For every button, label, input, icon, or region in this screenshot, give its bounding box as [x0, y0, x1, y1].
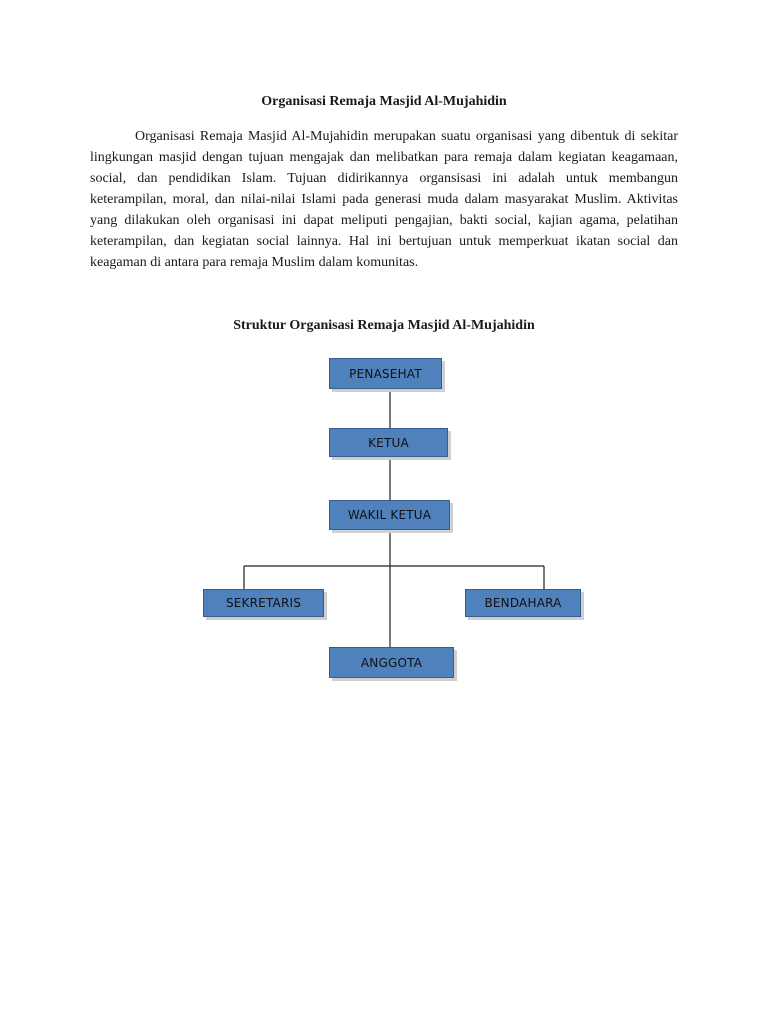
org-node-ketua: KETUA [329, 428, 448, 457]
org-node-sekretaris: SEKRETARIS [203, 589, 324, 617]
org-node-penasehat: PENASEHAT [329, 358, 442, 389]
document-title: Organisasi Remaja Masjid Al-Mujahidin [261, 94, 507, 109]
org-node-anggota: ANGGOTA [329, 647, 454, 678]
org-node-wakil-ketua: WAKIL KETUA [329, 500, 450, 530]
document-paragraph: Organisasi Remaja Masjid Al-Mujahidin merupakan suatu organisasi yang dibentuk di sekitar lingkungan masjid dengan tujuan mengajak dan melibatkan para remaja dalam kegiatan keagamaan, social, dan pendidikan Islam. Tujuan didirikannya organsisasi ini adalah untuk membangun keterampilan, moral, dan nilai-nilai Islami pada generasi muda dalam masyarakat Muslim. Aktivitas yang dilakukan oleh organisasi ini dapat meliputi pengajian, bakti social, kajian agama, pelatihan keterampilan, dan kegiatan social lainnya. Hal ini bertujuan untuk memperkuat ikatan social dan keagaman di antara para remaja Muslim dalam komunitas. [90, 129, 678, 270]
org-node-bendahara: BENDAHARA [465, 589, 581, 617]
org-chart-title: Struktur Organisasi Remaja Masjid Al-Mujahidin [233, 318, 535, 333]
